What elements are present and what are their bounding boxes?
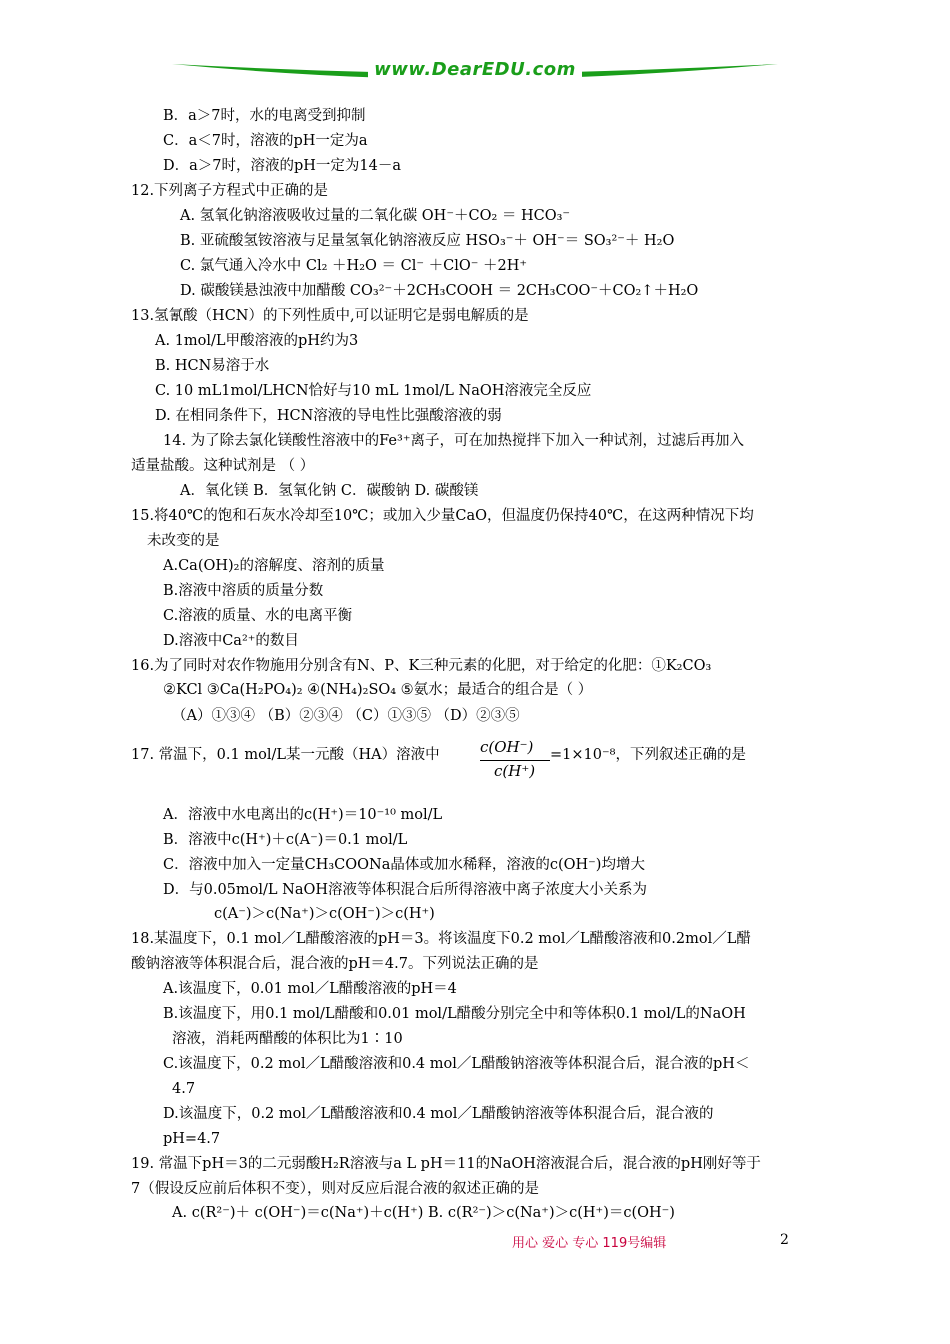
option-c-q15: C.溶液的质量、水的电离平衡 <box>163 608 353 624</box>
option-b-q15: B.溶液中溶质的质量分数 <box>163 583 324 599</box>
ratio-fraction <box>480 738 550 786</box>
fraction-denominator: c(H⁺) <box>494 762 536 780</box>
question-15-cont: 未改变的是 <box>147 533 220 549</box>
question-14-cont: 适量盐酸。这种试剂是 （ ） <box>131 458 315 474</box>
option-c-q18-cont: 4.7 <box>172 1081 196 1097</box>
option-a-q17: A．溶液中水电离出的c(H⁺)＝10⁻¹⁰ mol/L <box>163 807 443 823</box>
option-d-q13: D. 在相同条件下，HCN溶液的导电性比强酸溶液的弱 <box>155 408 502 424</box>
question-16-cont: ②KCl ③Ca(H₂PO₄)₂ ④(NH₄)₂SO₄ ⑤氨水；最适合的组合是（ ） <box>163 682 593 698</box>
option-c-q12: C. 氯气通入冷水中 Cl₂ ＋H₂O ＝ Cl⁻ ＋ClO⁻ ＋2H⁺ <box>180 258 528 274</box>
option-b-q17: B．溶液中c(H⁺)＋c(A⁻)＝0.1 mol/L <box>163 832 408 848</box>
site-header <box>170 52 780 92</box>
option-b-q12: B. 亚硫酸氢铵溶液与足量氢氧化钠溶液反应 HSO₃⁻＋ OH⁻＝ SO₃²⁻＋ H₂O <box>180 233 675 249</box>
option-b-q18: B.该温度下，用0.1 mol/L醋酸和0.01 mol/L醋酸分别完全中和等体积0.1 mol/L的NaOH <box>163 1006 746 1022</box>
question-19-cont: 7（假设反应前后体积不变），则对反应后混合液的叙述正确的是 <box>131 1181 539 1197</box>
question-13: 13.氢氰酸（HCN）的下列性质中,可以证明它是弱电解质的是 <box>131 308 529 324</box>
page-footer: 用心 爱心 专心 119号编辑 <box>512 1236 667 1251</box>
option-d-q17: D．与0.05mol/L NaOH溶液等体积混合后所得溶液中离子浓度大小关系为 <box>163 882 648 898</box>
option-a-q15: A.Ca(OH)₂的溶解度、溶剂的质量 <box>163 558 385 574</box>
options-q14: A．氧化镁 B．氢氧化钠 C．碳酸钠 D. 碳酸镁 <box>180 483 479 499</box>
question-12: 12.下列离子方程式中正确的是 <box>131 183 329 199</box>
option-a-q12: A. 氢氧化钠溶液吸收过量的二氧化碳 OH⁻＋CO₂ ＝ HCO₃⁻ <box>180 208 571 224</box>
question-17-cont: =1×10⁻⁸，下列叙述正确的是 <box>550 747 746 763</box>
question-16: 16.为了同时对农作物施用分别含有N、P、K三种元素的化肥，对于给定的化肥：①K₂CO₃ <box>131 658 712 674</box>
option-c-q17: C．溶液中加入一定量CH₃COONa晶体或加水稀释，溶液的c(OH⁻)均增大 <box>163 857 645 873</box>
logo-text[interactable]: www.DearEDU.com <box>368 59 582 80</box>
question-18: 18.某温度下，0.1 mol／L醋酸溶液的pH＝3。将该温度下0.2 mol／L醋酸溶液和0.2mol／L醋 <box>131 931 751 947</box>
option-d-q18: D.该温度下，0.2 mol／L醋酸溶液和0.4 mol／L醋酸钠溶液等体积混合后，混合液的 <box>163 1106 714 1122</box>
option-a-q18: A.该温度下，0.01 mol／L醋酸溶液的pH＝4 <box>163 981 457 997</box>
option-b-q11: B．a＞7时，水的电离受到抑制 <box>163 108 366 124</box>
option-a-q13: A. 1mol/L甲酸溶液的pH约为3 <box>155 333 359 349</box>
option-c-q13: C. 10 mL1mol/LHCN恰好与10 mL 1mol/L NaOH溶液完全反应 <box>155 383 592 399</box>
question-18-cont: 酸钠溶液等体积混合后，混合液的pH＝4.7。下列说法正确的是 <box>131 956 539 972</box>
option-d-q18-cont: pH=4.7 <box>163 1131 221 1147</box>
option-c-q18: C.该温度下，0.2 mol／L醋酸溶液和0.4 mol／L醋酸钠溶液等体积混合后，混合液的pH＜ <box>163 1056 750 1072</box>
site-logo[interactable] <box>170 59 780 80</box>
question-14: 14. 为了除去氯化镁酸性溶液中的Fe³⁺离子，可在加热搅拌下加入一种试剂，过滤后再加入 <box>163 433 744 449</box>
question-15: 15.将40℃的饱和石灰水冷却至10℃；或加入少量CaO，但温度仍保持40℃，在这两种情况下均 <box>131 508 754 524</box>
question-17: 17. 常温下，0.1 mol/L某一元酸（HA）溶液中 <box>131 747 440 763</box>
question-19: 19. 常温下pH＝3的二元弱酸H₂R溶液与a L pH＝11的NaOH溶液混合后，混合液的pH刚好等于 <box>131 1156 761 1172</box>
fraction-bar <box>480 760 550 761</box>
option-d-q15: D.溶液中Ca²⁺的数目 <box>163 633 299 649</box>
option-d-q12: D. 碳酸镁悬浊液中加醋酸 CO₃²⁻＋2CH₃COOH ＝ 2CH₃COO⁻＋CO₂↑＋H₂O <box>180 283 699 299</box>
option-b-q18-cont: 溶液，消耗两醋酸的体积比为1∶10 <box>172 1031 403 1047</box>
option-c-q11: C．a＜7时，溶液的pH一定为a <box>163 133 368 149</box>
option-b-q13: B. HCN易溶于水 <box>155 358 270 374</box>
page-number: 2 <box>780 1232 789 1248</box>
options-q19: A. c(R²⁻)＋ c(OH⁻)＝c(Na⁺)＋c(H⁺) B. c(R²⁻)＞c(Na⁺)＞c(H⁺)＝c(OH⁻) <box>172 1205 675 1221</box>
fraction-numerator: c(OH⁻) <box>480 738 534 756</box>
option-d-q17-cont: c(A⁻)＞c(Na⁺)＞c(OH⁻)＞c(H⁺) <box>214 906 435 922</box>
options-q16: （A）①③④ （B）②③④ （C）①③⑤ （D）②③⑤ <box>172 708 520 724</box>
option-d-q11: D．a＞7时，溶液的pH一定为14－a <box>163 158 402 174</box>
